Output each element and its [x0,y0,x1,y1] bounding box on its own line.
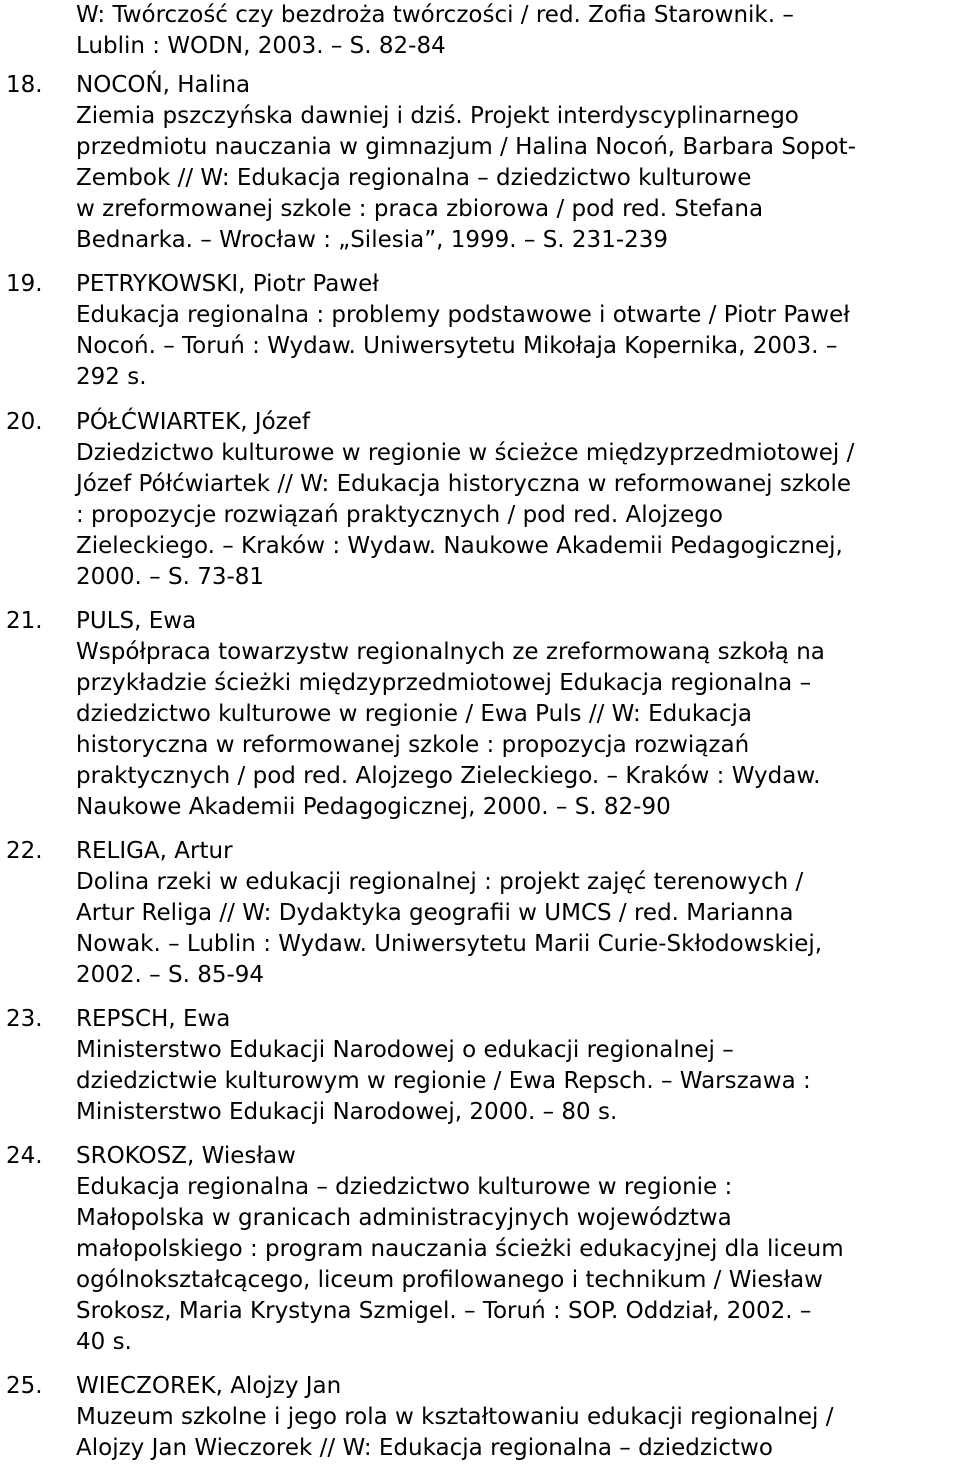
entry-line: Ministerstwo Edukacji Narodowej, 2000. – 80 s. [76,1099,618,1125]
entry-line: 2000. – S. 73-81 [76,564,265,590]
entry-line: Muzeum szkolne i jego rola w kształtowaniu edukacji regionalnej / [76,1404,834,1430]
entry-text [76,407,960,593]
entry-number: 19. [6,271,43,297]
entry-number: 21. [6,608,43,634]
entry-line: Nocoń. – Toruń : Wydaw. Uniwersytetu Mikołaja Kopernika, 2003. – [76,333,838,359]
entry-line: Edukacja regionalna : problemy podstawowe i otwarte / Piotr Paweł [76,302,850,328]
entry-text [76,1004,960,1128]
entry-line: historyczna w reformowanej szkole : propozycja rozwiązań [76,732,750,758]
entry-line: Współpraca towarzystw regionalnych ze zreformowaną szkołą na [76,639,825,665]
entry-line: Józef Półćwiartek // W: Edukacja historyczna w reformowanej szkole [76,471,851,497]
entry-line: praktycznych / pod red. Alojzego Zieleckiego. – Kraków : Wydaw. [76,763,821,789]
entry-number: 18. [6,72,43,98]
entry-line: W: Twórczość czy bezdroża twórczości / red. Zofia Starownik. – [76,2,794,28]
entry-line: w zreformowanej szkole : praca zbiorowa / pod red. Stefana [76,196,764,222]
entry-line: 40 s. [76,1329,132,1355]
entry-line: ogólnokształcącego, liceum profilowanego i technikum / Wiesław [76,1267,823,1293]
entry-line: Ministerstwo Edukacji Narodowej o edukacji regionalnej – [76,1037,734,1063]
entry-line: Srokosz, Maria Krystyna Szmigel. – Toruń : SOP. Oddział, 2002. – [76,1298,812,1324]
entry-number: 24. [6,1143,43,1169]
entry-number: 25. [6,1373,43,1399]
entry-line: : propozycje rozwiązań praktycznych / pod red. Alojzego [76,502,723,528]
entry-author: WIECZOREK, Alojzy Jan [76,1373,342,1399]
entry-line: Artur Religa // W: Dydaktyka geografii w UMCS / red. Marianna [76,900,794,926]
entry-author: SROKOSZ, Wiesław [76,1143,296,1169]
entry-line: przedmiotu nauczania w gimnazjum / Halina Nocoń, Barbara Sopot- [76,134,856,160]
entry-text [76,1141,960,1358]
entry-line: Naukowe Akademii Pedagogicznej, 2000. – S. 82-90 [76,794,671,820]
entry-author: PÓŁĆWIARTEK, Józef [76,409,310,435]
entry-text [76,836,960,991]
entry-line: Dolina rzeki w edukacji regionalnej : projekt zajęć terenowych / [76,869,804,895]
entry-author: PETRYKOWSKI, Piotr Paweł [76,271,379,297]
entry-line: Zembok // W: Edukacja regionalna – dziedzictwo kulturowe [76,165,752,191]
entry-number: 22. [6,838,43,864]
entry-text [76,70,960,256]
entry-line: dziedzictwo kulturowe w regionie / Ewa Puls // W: Edukacja [76,701,752,727]
entry-line: Ziemia pszczyńska dawniej i dziś. Projekt interdyscyplinarnego [76,103,799,129]
entry-line: 2002. – S. 85-94 [76,962,265,988]
entry-number: 20. [6,409,43,435]
entry-line: Nowak. – Lublin : Wydaw. Uniwersytetu Marii Curie-Skłodowskiej, [76,931,823,957]
entry-author: REPSCH, Ewa [76,1006,231,1032]
entry-author: NOCOŃ, Halina [76,72,251,98]
entry-line: Bednarka. – Wrocław : „Silesia”, 1999. – S. 231-239 [76,227,669,253]
entry-text [76,606,960,823]
entry-author: PULS, Ewa [76,608,197,634]
entry-text [76,0,960,62]
entry-line: 292 s. [76,364,147,390]
entry-author: RELIGA, Artur [76,838,233,864]
entry-line: Zieleckiego. – Kraków : Wydaw. Naukowe Akademii Pedagogicznej, [76,533,843,559]
entry-line: Lublin : WODN, 2003. – S. 82-84 [76,33,446,59]
entry-line: małopolskiego : program nauczania ścieżki edukacyjnej dla liceum [76,1236,844,1262]
entry-text [76,1371,960,1464]
entry-text [76,269,960,393]
entry-line: Alojzy Jan Wieczorek // W: Edukacja regionalna – dziedzictwo [76,1435,773,1461]
entry-line: przykładzie ścieżki międzyprzedmiotowej Edukacja regionalna – [76,670,812,696]
entry-line: Edukacja regionalna – dziedzictwo kulturowe w regionie : [76,1174,733,1200]
entry-line: Dziedzictwo kulturowe w regionie w ścieżce międzyprzedmiotowej / [76,440,855,466]
entry-line: dziedzictwie kulturowym w regionie / Ewa Repsch. – Warszawa : [76,1068,811,1094]
entry-line: Małopolska w granicach administracyjnych województwa [76,1205,732,1231]
entry-number: 23. [6,1006,43,1032]
